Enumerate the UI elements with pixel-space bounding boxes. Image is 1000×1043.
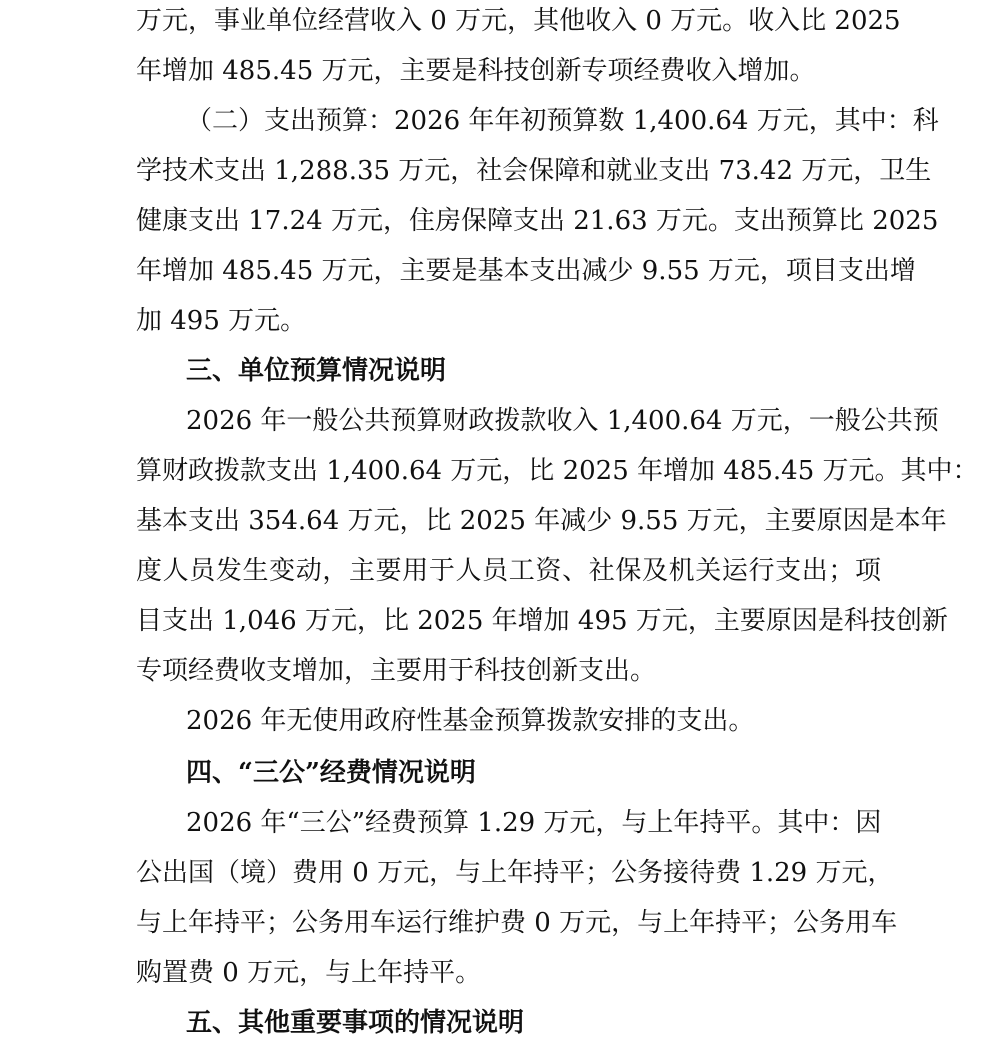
paragraph-line: 基本支出 354.64 万元，比 2025 年减少 9.55 万元，主要原因是本年: [136, 506, 947, 536]
paragraph-line: 学技术支出 1,288.35 万元，社会保障和就业支出 73.42 万元，卫生: [136, 156, 932, 186]
paragraph-line: 年增加 485.45 万元，主要是基本支出减少 9.55 万元，项目支出增: [136, 256, 916, 286]
section-line: （二）支出预算：2026 年年初预算数 1,400.64 万元，其中：科: [186, 106, 939, 136]
paragraph-line: 健康支出 17.24 万元，住房保障支出 21.63 万元。支出预算比 2025: [136, 206, 939, 236]
section-heading: 五、其他重要事项的情况说明: [186, 1008, 525, 1038]
paragraph-line: 购置费 0 万元，与上年持平。: [136, 958, 482, 988]
paragraph-line: 万元，事业单位经营收入 0 万元，其他收入 0 万元。收入比 2025: [136, 6, 901, 36]
paragraph-line: 算财政拨款支出 1,400.64 万元，比 2025 年增加 485.45 万元。其中：: [136, 456, 979, 486]
section-heading: 四、“三公”经费情况说明: [186, 758, 476, 788]
paragraph-line: 年增加 485.45 万元，主要是科技创新专项经费收入增加。: [136, 56, 816, 86]
section-heading: 三、单位预算情况说明: [186, 356, 447, 386]
paragraph-line: 加 495 万元。: [136, 306, 307, 336]
paragraph-line: 2026 年无使用政府性基金预算拨款安排的支出。: [186, 706, 755, 736]
paragraph-line: 公出国（境）费用 0 万元，与上年持平；公务接待费 1.29 万元，: [136, 858, 894, 888]
paragraph-line: 与上年持平；公务用车运行维护费 0 万元，与上年持平；公务用车: [136, 908, 898, 938]
paragraph-line: 度人员发生变动，主要用于人员工资、社保及机关运行支出；项: [136, 556, 881, 586]
paragraph-line: 2026 年一般公共预算财政拨款收入 1,400.64 万元，一般公共预: [186, 406, 939, 436]
paragraph-line: 专项经费收支增加，主要用于科技创新支出。: [136, 656, 657, 686]
paragraph-line: 2026 年“三公”经费预算 1.29 万元，与上年持平。其中：因: [186, 808, 882, 838]
paragraph-line: 目支出 1,046 万元，比 2025 年增加 495 万元，主要原因是科技创新: [136, 606, 948, 636]
